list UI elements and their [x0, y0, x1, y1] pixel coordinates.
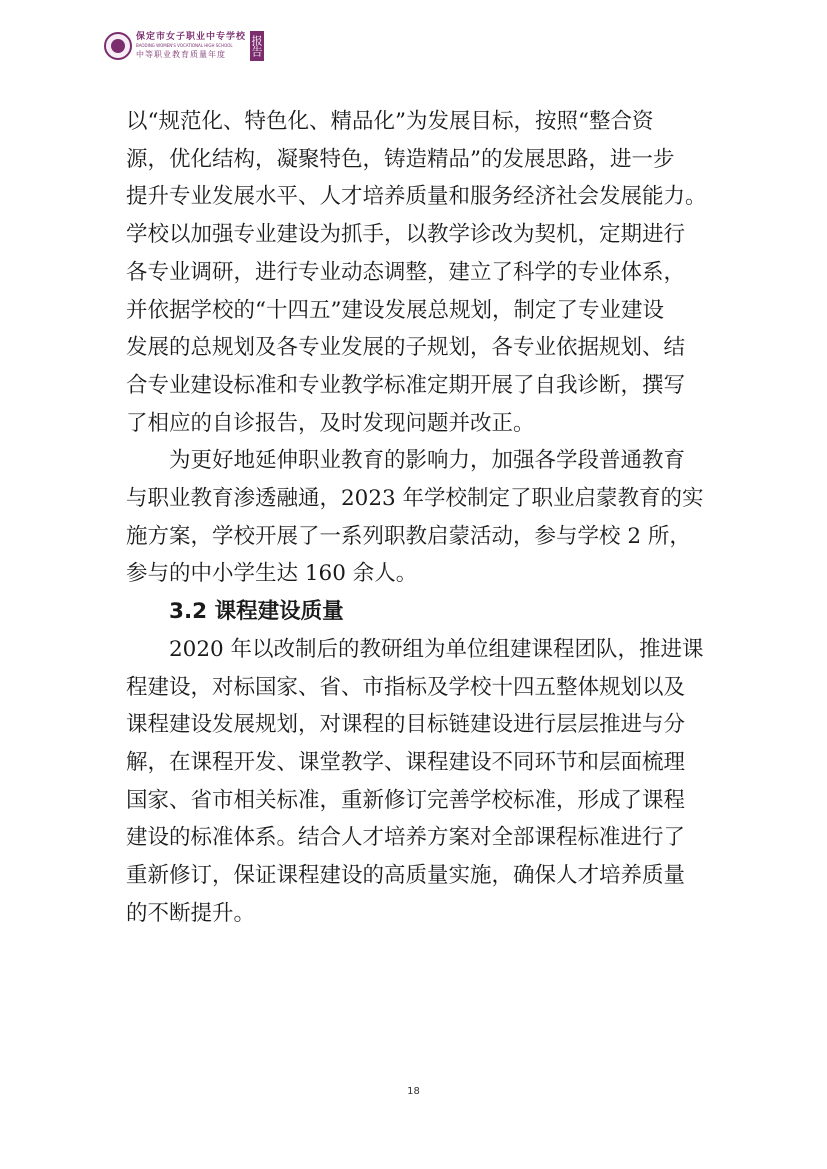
text-line: 建设的标准体系。结合人才培养方案对全部课程标准进行了 [126, 825, 686, 851]
report-subtitle: 中等职业教育质量年度 [136, 50, 226, 59]
page-header [104, 28, 264, 64]
text-line: 解，在课程开发、课堂教学、课程建设不同环节和层面梳理 [126, 749, 686, 775]
school-seal-icon [104, 32, 132, 60]
paragraph-block-2 [126, 631, 716, 933]
school-name-en: BAODING WOMEN'S VOCATIONAL HIGH SCHOOL [136, 43, 233, 48]
text-line: 为更好地延伸职业教育的影响力，加强各学段普通教育 [169, 448, 686, 474]
text-line: 以“规范化、特色化、精品化”为发展目标，按照“整合资 [126, 109, 654, 134]
text-line: 各专业调研，进行专业动态调整，建立了科学的专业体系， [126, 259, 686, 285]
page-number: 18 [407, 1086, 420, 1097]
text-line: 与职业教育渗透融通，2023 年学校制定了职业启蒙教育的实 [126, 486, 704, 512]
school-name-cn: 保定市女子职业中专学校 [136, 32, 247, 42]
text-line: 源，优化结构，凝聚特色，铸造精品”的发展思路，进一步 [126, 146, 675, 172]
school-logo-text [136, 33, 246, 59]
text-line: 施方案，学校开展了一系列职教启蒙活动，参与学校 2 所， [126, 523, 691, 549]
text-line: 学校以加强专业建设为抓手，以教学诊改为契机，定期进行 [126, 222, 686, 248]
text-line: 的不断提升。 [126, 900, 256, 926]
text-line: 发展的总规划及各专业发展的子规划，各专业依据规划、结 [126, 335, 686, 361]
text-line: 2020 年以改制后的教研组为单位组建课程团队，推进课 [169, 636, 704, 662]
text-line: 提升专业发展水平、人才培养质量和服务经济社会发展能力。 [126, 184, 707, 210]
text-line: 了相应的自诊报告，及时发现问题并改正。 [126, 410, 535, 436]
text-line: 参与的中小学生达 160 余人。 [126, 561, 418, 587]
seal-center [111, 39, 125, 53]
text-line: 程建设，对标国家、省、市指标及学校十四五整体规划以及 [126, 674, 686, 700]
text-line: 重新修订，保证课程建设的高质量实施，确保人才培养质量 [126, 863, 686, 889]
paragraph-block-1 [126, 103, 716, 593]
document-body [126, 103, 716, 932]
text-line: 并依据学校的“十四五”建设发展总规划，制定了专业建设 [126, 297, 664, 323]
report-badge: 报告 [250, 31, 264, 61]
text-line: 课程建设发展规划，对课程的目标链建设进行层层推进与分 [126, 712, 686, 738]
text-line: 国家、省市相关标准，重新修订完善学校标准，形成了课程 [126, 787, 686, 813]
section-heading: 3.2 课程建设质量 [169, 599, 344, 625]
text-line: 合专业建设标准和专业教学标准定期开展了自我诊断，撰写 [126, 372, 686, 398]
